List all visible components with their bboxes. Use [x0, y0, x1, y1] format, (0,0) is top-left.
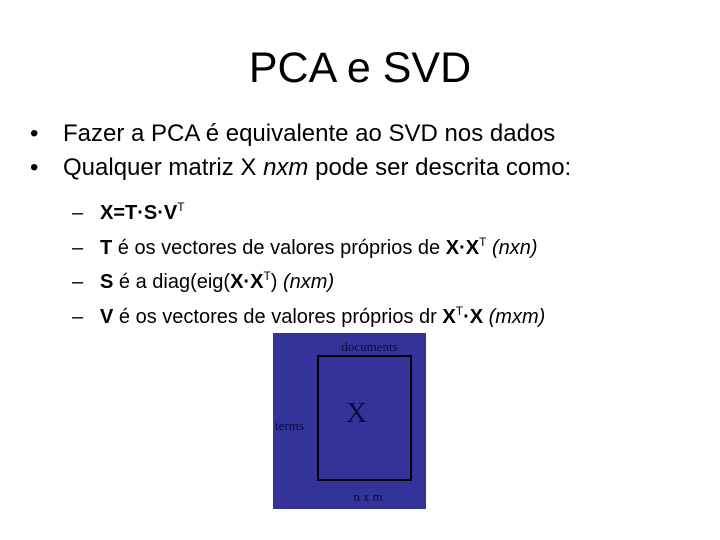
- dimension-label: (nxm): [283, 271, 335, 293]
- sub-bullet-marker: –: [72, 305, 84, 328]
- bullet-list: [30, 117, 571, 185]
- sub-bullet-text: ): [270, 271, 283, 293]
- transpose-superscript: T: [263, 269, 271, 283]
- sub-bullet-item: [72, 231, 545, 266]
- matrix-name: T: [100, 236, 113, 259]
- matrix-product: ·X: [463, 305, 484, 328]
- sub-bullet-item: [72, 196, 545, 231]
- sub-bullet-text: é os vectores de valores próprios de: [112, 236, 446, 259]
- slide-title: PCA e SVD: [248, 44, 472, 92]
- transpose-superscript: T: [455, 303, 464, 318]
- matrix-size-label: nxm: [353, 489, 386, 504]
- terms-label: terms: [275, 418, 304, 433]
- matrix-figure: [273, 333, 426, 509]
- dimension-label: (mxm): [483, 305, 546, 328]
- formula-svd: X=T·S·V: [100, 202, 178, 224]
- bullet-text-italic: nxm: [263, 154, 309, 181]
- matrix-name: X: [442, 305, 456, 328]
- transpose-superscript: T: [177, 200, 185, 214]
- sub-bullet-marker: –: [72, 271, 84, 293]
- sub-bullet-text: é a diag(eig(: [113, 271, 231, 293]
- matrix-product: X·X: [230, 271, 264, 293]
- bullet-text: pode ser descrita como:: [308, 154, 572, 181]
- sub-bullet-list: [72, 196, 545, 334]
- bullet-item: [30, 117, 571, 151]
- matrix-product: X·X: [445, 236, 480, 259]
- transpose-superscript: T: [479, 234, 487, 249]
- bullet-marker: •: [30, 120, 39, 147]
- sub-bullet-item: [72, 300, 545, 335]
- dimension-label: (nxn): [486, 236, 538, 259]
- sub-bullet-marker: –: [72, 236, 84, 259]
- bullet-marker: •: [30, 154, 39, 181]
- matrix-name: S: [100, 271, 114, 293]
- matrix-x-label: X: [346, 397, 367, 429]
- documents-label: documents: [341, 339, 398, 354]
- sub-bullet-marker: –: [72, 202, 84, 224]
- matrix-name: V: [100, 305, 114, 328]
- bullet-text: Qualquer matriz X: [63, 154, 264, 181]
- bullet-text: Fazer a PCA é equivalente ao SVD nos dados: [63, 120, 556, 147]
- bullet-item: [30, 151, 571, 185]
- sub-bullet-item: [72, 265, 545, 300]
- sub-bullet-text: é os vectores de valores próprios dr: [113, 305, 443, 328]
